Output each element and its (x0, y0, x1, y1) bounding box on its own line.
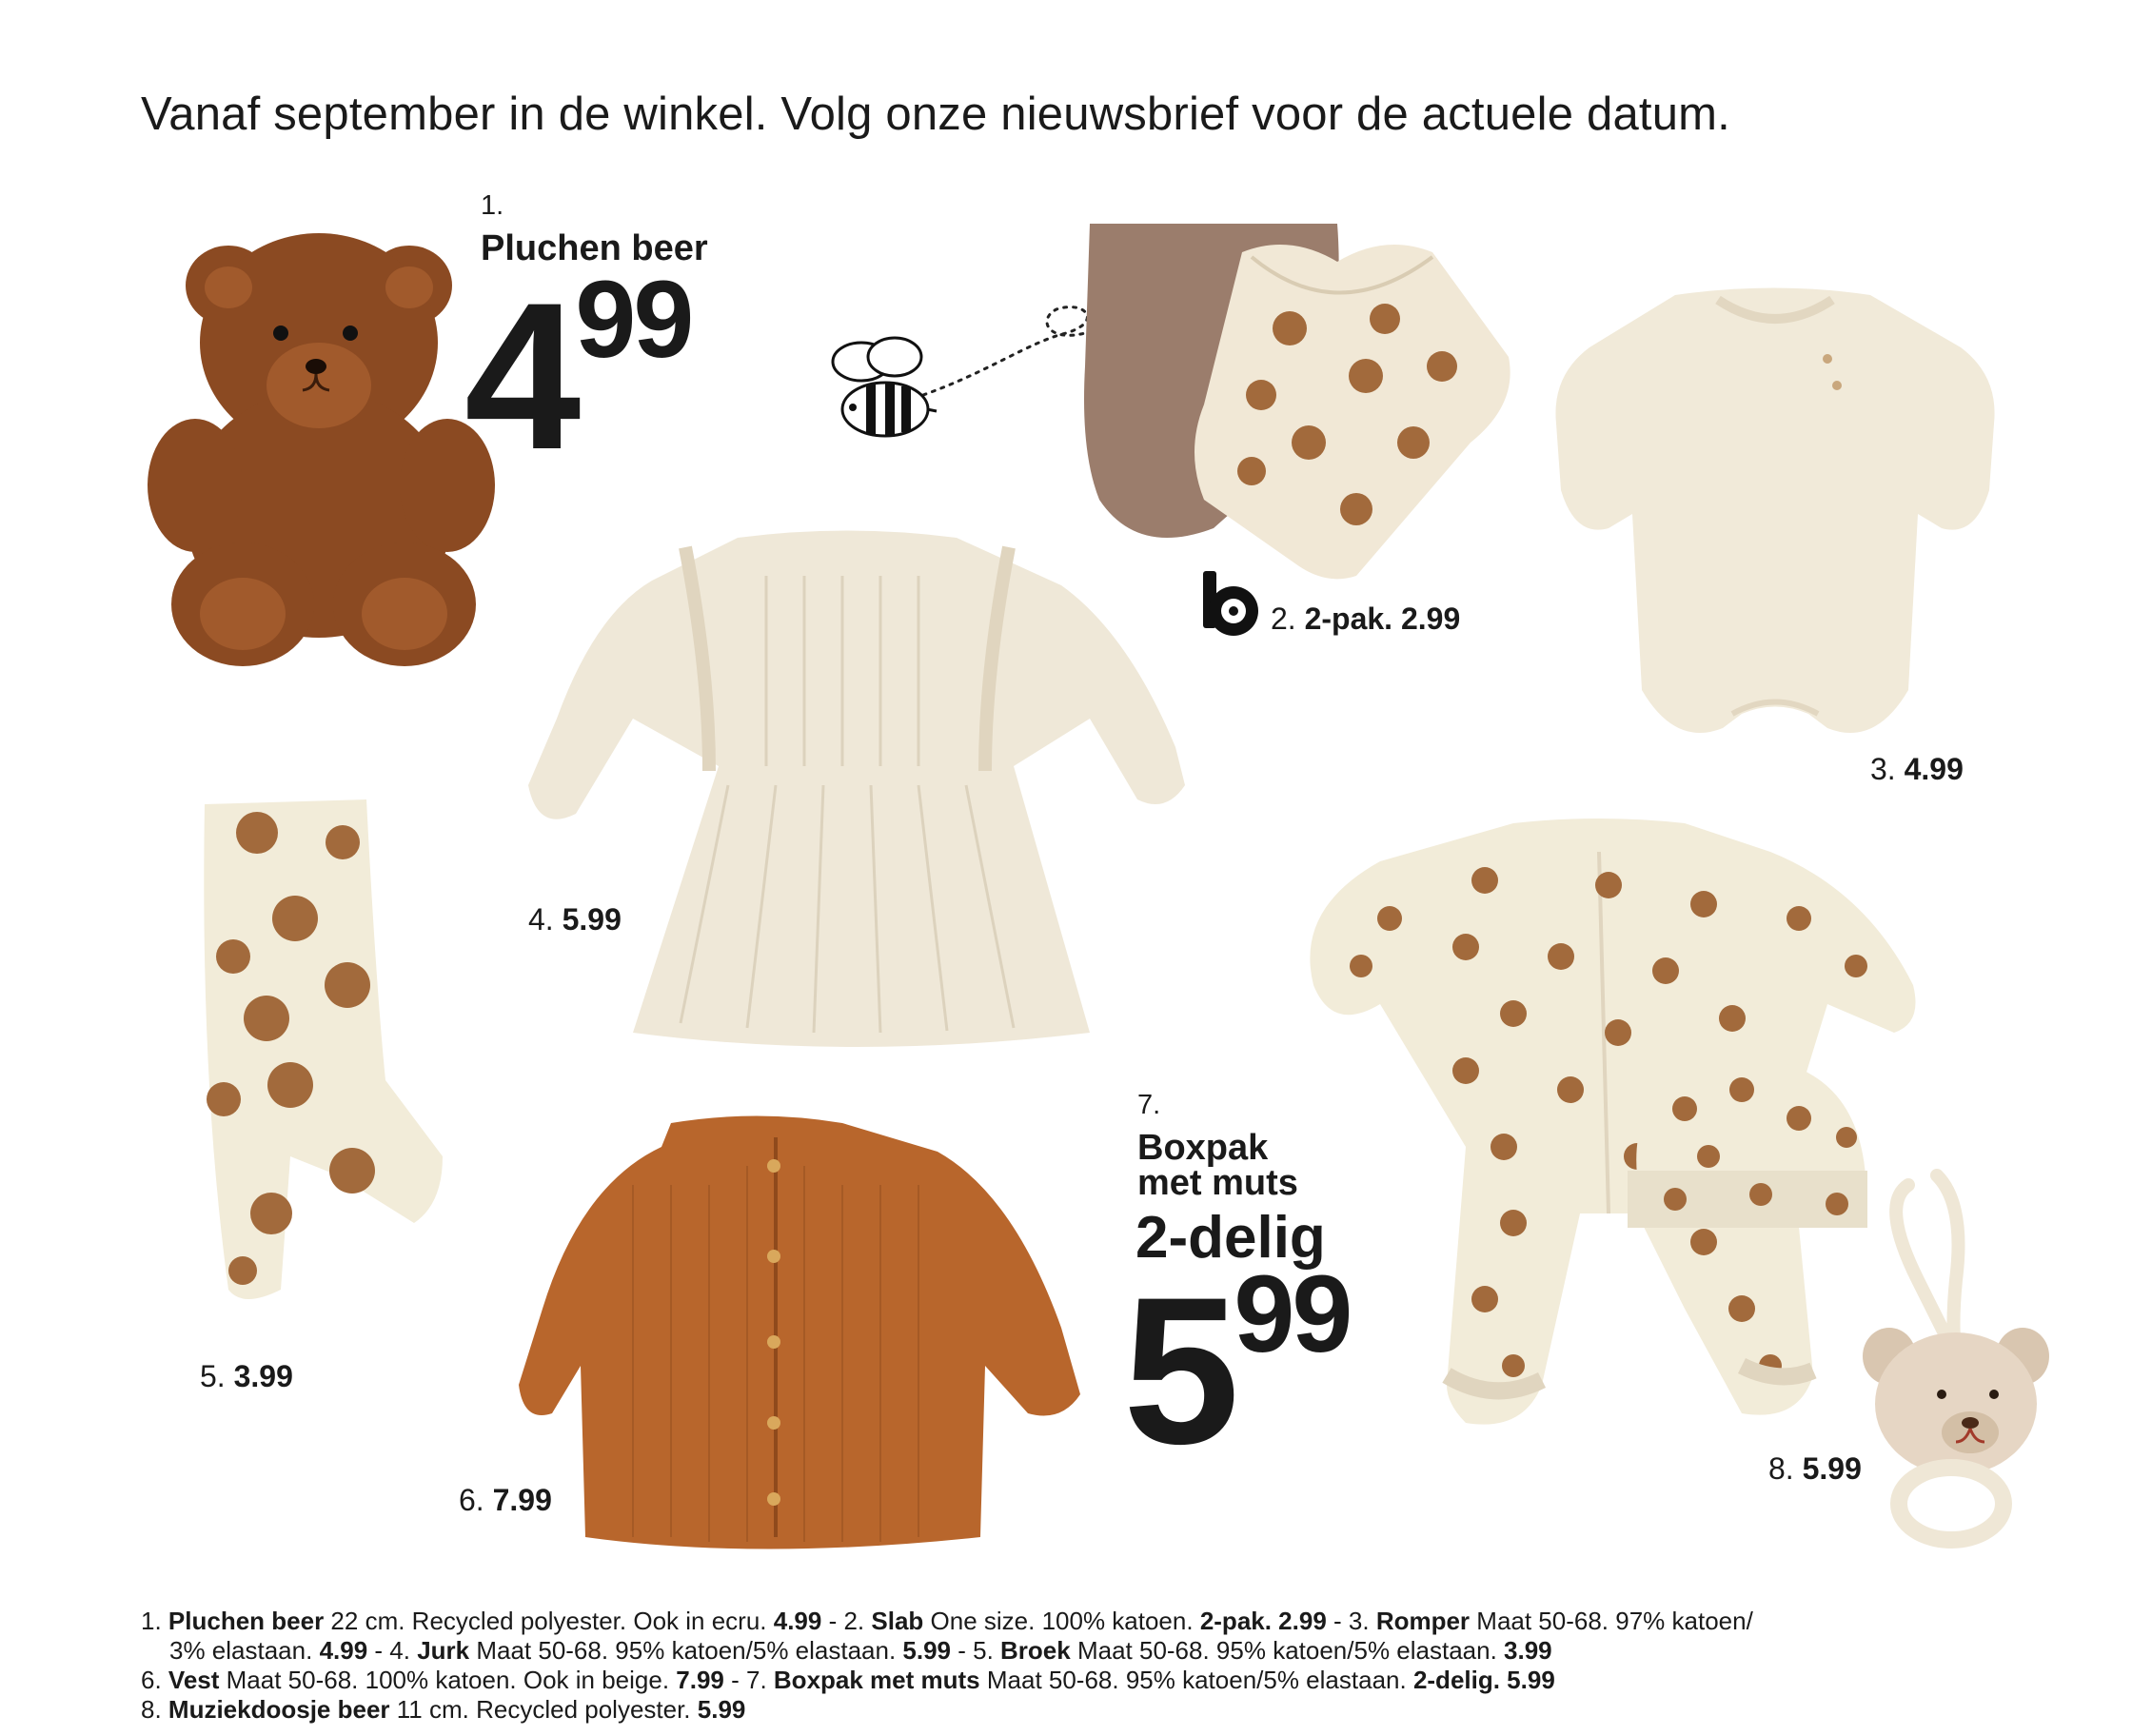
featured-7-variant: 2-delig (1135, 1205, 1326, 1271)
label-product-6 (459, 1483, 552, 1518)
label-price: 3.99 (233, 1359, 293, 1393)
price-euros: 4 (464, 259, 576, 493)
featured-1-price (464, 259, 692, 493)
price-euros: 5 (1123, 1253, 1234, 1488)
label-number: 2. (1271, 602, 1296, 636)
details-line-4: 8. Muziekdoosje beer 11 cm. Recycled polyester. 5.99 (141, 1695, 746, 1724)
bio-cotton-icon (1201, 569, 1264, 638)
details-line-3: 6. Vest Maat 50-68. 100% katoen. Ook in beige. 7.99 - 7. Boxpak met muts Maat 50-68. 95% katoen/5% elastaan. 2-delig. 5.99 (141, 1666, 1555, 1694)
headline: Vanaf september in de winkel. Volg onze nieuwsbrief voor de actuele datum. (141, 89, 1730, 140)
label-product-2 (1271, 602, 1460, 637)
product-details (141, 1607, 2035, 1725)
label-number: 8. (1768, 1451, 1794, 1486)
label-product-5 (200, 1359, 293, 1394)
label-number: 3. (1870, 752, 1896, 786)
label-price: 2-pak. 2.99 (1304, 602, 1461, 636)
label-product-4 (528, 902, 622, 937)
baby-hat-image (1618, 1052, 1875, 1233)
label-number: 6. (459, 1483, 484, 1517)
romper-image (1542, 281, 2008, 766)
label-price: 4.99 (1904, 752, 1964, 786)
price-cents: 99 (575, 259, 692, 381)
label-price: 5.99 (562, 902, 622, 937)
dress-image (519, 528, 1194, 1042)
label-number: 5. (200, 1359, 226, 1393)
details-line-1: 1. Pluchen beer 22 cm. Recycled polyester. Ook in ecru. 4.99 - 2. Slab One size. 100% katoen. 2-pak. 2.99 - 3. Romper Maat 50-68. 97% katoen/ (141, 1607, 1753, 1635)
cardigan-image (519, 1109, 1080, 1551)
label-price: 7.99 (492, 1483, 552, 1517)
label-price: 5.99 (1802, 1451, 1862, 1486)
featured-7-name-line1: Boxpak (1137, 1128, 1269, 1168)
featured-7-number: 7. (1137, 1090, 1161, 1120)
label-product-8 (1768, 1451, 1862, 1487)
trousers-image (186, 795, 443, 1328)
featured-1-name: Pluchen beer (481, 228, 708, 268)
price-cents: 99 (1234, 1253, 1351, 1375)
label-product-3 (1870, 752, 1964, 787)
details-line-2: 3% elastaan. 4.99 - 4. Jurk Maat 50-68. 95% katoen/5% elastaan. 5.99 - 5. Broek Maat 50-68. 95% katoen/5% elastaan. 3.99 (169, 1636, 1552, 1665)
label-number: 4. (528, 902, 554, 937)
plush-bear-image (152, 228, 514, 676)
featured-7-name-line2: met muts (1137, 1163, 1298, 1203)
featured-7-price (1123, 1253, 1351, 1488)
music-box-bear-image (1861, 1166, 2051, 1547)
featured-1-number: 1. (481, 190, 504, 221)
